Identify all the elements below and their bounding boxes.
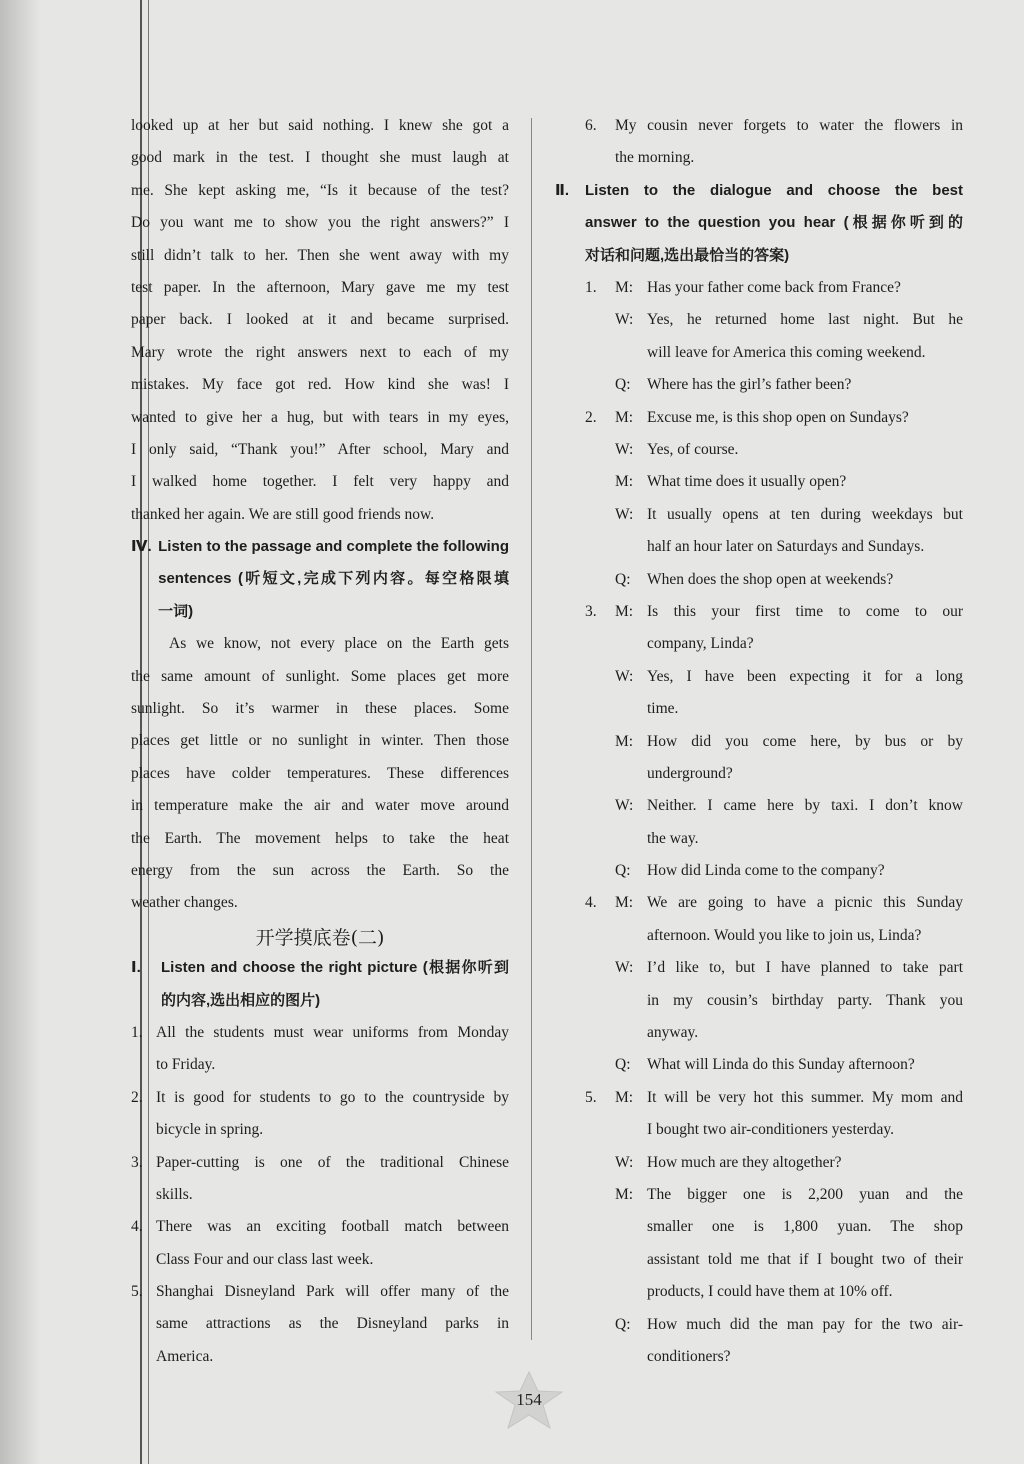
- text-line: sunlight. So it’s warmer in these places. Some: [131, 700, 509, 718]
- text-line: the Earth. The movement helps to take the heat: [131, 829, 509, 847]
- text-line: test paper. In the afternoon, Mary gave me my test: [131, 278, 509, 296]
- dialogue-text: [647, 272, 963, 304]
- item-text: [156, 1147, 509, 1212]
- text-line: How did you come here, by bus or by: [647, 732, 963, 750]
- text-line: Yes, he returned home last night. But he: [647, 311, 963, 329]
- page-gutter: [0, 0, 40, 1464]
- text-line: energy from the sun across the Earth. So the: [131, 861, 509, 879]
- dialogue-turn: [555, 402, 963, 434]
- dialogue-text: [647, 564, 963, 596]
- list-item: [131, 1147, 509, 1212]
- text-line: Listen to the dialogue and choose the best: [585, 181, 963, 199]
- dialogue-number: [585, 564, 615, 596]
- text-line: the morning.: [615, 149, 695, 167]
- dialogue-text: [647, 369, 963, 401]
- speaker-label: W:: [615, 505, 634, 523]
- text-line: I walked home together. I felt very happy and: [131, 473, 509, 491]
- text-line: I bought two air-conditioners yesterday.: [647, 1121, 895, 1139]
- text-line: It usually opens at ten during weekdays but: [647, 505, 963, 523]
- dialogue-number: 3.: [585, 602, 597, 620]
- dialogue-number: 2.: [585, 408, 597, 426]
- dialogue-turn: [555, 726, 963, 791]
- dialogue-turn: [555, 1147, 963, 1179]
- text-line: Yes, of course.: [647, 440, 739, 458]
- dialogue-turn: [555, 369, 963, 401]
- text-line: I’d like to, but I have planned to take part: [647, 959, 963, 977]
- speaker-label: M:: [615, 894, 634, 912]
- speaker-label: Q:: [615, 862, 631, 880]
- text-line: What time does it usually open?: [647, 473, 847, 491]
- list-item: [555, 110, 963, 175]
- text-line: Mary wrote the right answers next to each of my: [131, 343, 509, 361]
- text-line: My cousin never forgets to water the flowers in: [615, 117, 963, 134]
- text-line: smaller one is 1,800 yuan. The shop: [647, 1218, 963, 1236]
- dialogue-turn: [555, 272, 963, 304]
- text-line: in my cousin’s birthday party. Thank you: [647, 991, 963, 1009]
- speaker-label: W:: [615, 797, 634, 815]
- speaker-label: W:: [615, 1153, 634, 1171]
- dialogue-text: [647, 466, 963, 498]
- text-line: thanked her again. We are still good friends now.: [131, 505, 435, 523]
- dialogue-text: [647, 1309, 963, 1374]
- page-number-badge: [490, 1370, 568, 1430]
- speaker-label: Q:: [615, 570, 631, 588]
- text-line: in temperature make the air and water move around: [131, 797, 509, 815]
- dialogue-turn: [555, 466, 963, 498]
- dialogue-turn: [555, 661, 963, 726]
- list-item: [131, 1017, 509, 1082]
- text-line: anyway.: [647, 1024, 699, 1042]
- speaker-label: Q:: [615, 376, 631, 394]
- dialogue-number: [585, 1179, 615, 1309]
- text-line: underground?: [647, 764, 733, 782]
- text-line: wanted to give her a hug, but with tears in my eyes,: [131, 408, 509, 426]
- text-line: will leave for America this coming weekend.: [647, 343, 926, 361]
- text-line: company, Linda?: [647, 635, 754, 653]
- dialogue-turn: [555, 1049, 963, 1081]
- dialogue-number: [585, 304, 615, 369]
- dialogue-text: [647, 952, 963, 1049]
- dialogue-number: [585, 466, 615, 498]
- dialogue-turn: [555, 855, 963, 887]
- text-line: How much did the man pay for the two air-: [647, 1315, 963, 1333]
- list-item: [131, 1211, 509, 1276]
- dialogue-number: [585, 434, 615, 466]
- dialogue-turn: [555, 952, 963, 1049]
- item-text: [156, 1082, 509, 1147]
- text-line: How much are they altogether?: [647, 1153, 842, 1171]
- dialogue-text: [647, 1082, 963, 1147]
- speaker-label: Q:: [615, 1056, 631, 1074]
- section-ii-title: [585, 175, 963, 272]
- text-line: As we know, not every place on the Earth gets: [169, 635, 509, 653]
- text-line: to Friday.: [156, 1056, 216, 1074]
- text-line: weather changes.: [131, 894, 238, 912]
- text-line: products, I could have them at 10% off.: [647, 1283, 893, 1301]
- text-line: Is this your first time to come to our: [647, 602, 963, 620]
- dialogue-turn: [555, 499, 963, 564]
- text-line: I only said, “Thank you!” After school, Mary and: [131, 440, 509, 458]
- dialogue-number: [585, 1309, 615, 1374]
- text-line: The bigger one is 2,200 yuan and the: [647, 1186, 963, 1204]
- text-line: It will be very hot this summer. My mom and: [647, 1088, 963, 1106]
- speaker-label: M:: [615, 1186, 634, 1204]
- text-line: same attractions as the Disneyland parks in: [156, 1315, 509, 1333]
- text-line: mistakes. My face got red. How kind she was! I: [131, 376, 509, 394]
- text-line: Excuse me, is this shop open on Sundays?: [647, 408, 909, 426]
- text-line: Has your father come back from France?: [647, 278, 901, 296]
- left-column: [131, 110, 509, 1373]
- dialogue-turn: [555, 1179, 963, 1309]
- section-numeral: Ⅰ.: [131, 959, 141, 977]
- dialogue-text: [647, 887, 963, 952]
- text-line: It is good for students to go to the countryside by: [156, 1088, 509, 1106]
- dialogue-number: [585, 661, 615, 726]
- speaker-label: M:: [615, 278, 634, 296]
- dialogue-turn: [555, 564, 963, 596]
- dialogue-number: [585, 1049, 615, 1081]
- dialogue-turn: [555, 596, 963, 661]
- list-item: [131, 1082, 509, 1147]
- text-line: Where has the girl’s father been?: [647, 376, 852, 394]
- text-line: assistant told me that if I bought two of their: [647, 1250, 963, 1268]
- dialogue-text: [647, 499, 963, 564]
- text-line: Class Four and our class last week.: [156, 1250, 374, 1268]
- dialogue-text: [647, 661, 963, 726]
- dialogue-text: [647, 726, 963, 791]
- section-i-heading: [131, 952, 509, 1017]
- dialogue-turn: [555, 434, 963, 466]
- text-line: 的内容,选出相应的图片): [161, 991, 321, 1009]
- text-line: skills.: [156, 1185, 193, 1203]
- text-line: Listen to the passage and complete the following: [158, 538, 509, 556]
- item-number: 5.: [131, 1283, 143, 1301]
- text-line: places get little or no sunlight in winter. Then those: [131, 732, 509, 750]
- dialogue-text: [647, 855, 963, 887]
- text-line: There was an exciting football match between: [156, 1218, 509, 1236]
- item-number: 6.: [585, 117, 597, 134]
- text-line: time.: [647, 700, 679, 718]
- dialogue-text: [647, 1179, 963, 1309]
- speaker-label: M:: [615, 473, 634, 491]
- item-number: 4.: [131, 1218, 143, 1236]
- section-iv-heading: [131, 531, 509, 628]
- text-line: When does the shop open at weekends?: [647, 570, 894, 588]
- section-i-title: [161, 952, 509, 1017]
- text-line: What will Linda do this Sunday afternoon?: [647, 1056, 915, 1074]
- text-line: America.: [156, 1347, 214, 1365]
- text-line: still didn’t talk to her. Then she went away with my: [131, 246, 509, 264]
- dialogue-text: [647, 596, 963, 661]
- item-number: 1.: [131, 1023, 143, 1041]
- text-line: the way.: [647, 829, 699, 847]
- dialogue-text: [647, 790, 963, 855]
- text-line: All the students must wear uniforms from Monday: [156, 1023, 509, 1041]
- text-line: conditioners?: [647, 1347, 731, 1365]
- text-line: places have colder temperatures. These differences: [131, 764, 509, 782]
- dialogue-turn: [555, 887, 963, 952]
- text-line: Paper-cutting is one of the traditional Chinese: [156, 1153, 509, 1171]
- text-line: Listen and choose the right picture (根据你听到: [161, 959, 509, 977]
- page-number: 154: [516, 1390, 542, 1409]
- text-line: Shanghai Disneyland Park will offer many of the: [156, 1283, 509, 1301]
- speaker-label: W:: [615, 440, 634, 458]
- dialogue-number: [585, 726, 615, 791]
- list-item: [131, 1276, 509, 1373]
- text-line: looked up at her but said nothing. I knew she got a: [131, 117, 509, 134]
- dialogue-text: [647, 402, 963, 434]
- section-numeral: Ⅳ.: [131, 538, 152, 556]
- section-ii-heading: [555, 175, 963, 272]
- text-line: the same amount of sunlight. Some places get more: [131, 667, 509, 685]
- item-text: [156, 1017, 509, 1082]
- dialogue-number: [585, 1147, 615, 1179]
- text-line: good mark in the test. I thought she must laugh at: [131, 149, 509, 167]
- right-column: [555, 110, 963, 1373]
- section-iv-title: [158, 531, 509, 628]
- item-number: 3.: [131, 1153, 143, 1171]
- text-line: Do you want me to show you the right answers?” I: [131, 214, 509, 232]
- text-line: 对话和问题,选出最恰当的答案): [585, 246, 790, 264]
- dialogue-turn: [555, 1309, 963, 1374]
- dialogue-number: [585, 855, 615, 887]
- dialogue-number: [585, 499, 615, 564]
- speaker-label: M:: [615, 602, 634, 620]
- speaker-label: M:: [615, 732, 634, 750]
- speaker-label: W:: [615, 959, 634, 977]
- speaker-label: M:: [615, 408, 634, 426]
- dialogue-number: 1.: [585, 278, 597, 296]
- item-number: 2.: [131, 1088, 143, 1106]
- dialogue-text: [647, 1049, 963, 1081]
- text-line: answer to the question you hear (根据你听到的: [585, 214, 963, 232]
- text-line: We are going to have a picnic this Sunday: [647, 894, 963, 912]
- text-line: 一词): [158, 602, 194, 620]
- dialogue-turn: [555, 304, 963, 369]
- dialogue-text: [647, 304, 963, 369]
- text-line: Yes, I have been expecting it for a long: [647, 667, 963, 685]
- dialogue-text: [647, 1147, 963, 1179]
- speaker-label: W:: [615, 311, 634, 329]
- dialogue-number: [585, 369, 615, 401]
- speaker-label: W:: [615, 667, 634, 685]
- column-divider: [531, 118, 532, 1340]
- dialogue-turn: [555, 1082, 963, 1147]
- dialogue-number: 5.: [585, 1088, 597, 1106]
- item-text: [156, 1276, 509, 1373]
- item-text: [615, 110, 963, 175]
- dialogue-number: [585, 952, 615, 1049]
- dialogue-turn: [555, 790, 963, 855]
- speaker-label: M:: [615, 1088, 634, 1106]
- exam-title: 开学摸底卷(二): [255, 926, 385, 949]
- dialogue-number: 4.: [585, 894, 597, 912]
- text-line: bicycle in spring.: [156, 1121, 264, 1139]
- text-line: paper back. I looked at it and became surprised.: [131, 311, 509, 329]
- section-iv-passage: [131, 628, 509, 920]
- text-line: me. She kept asking me, “Is it because of the test?: [131, 181, 509, 199]
- text-line: How did Linda come to the company?: [647, 862, 885, 880]
- section-numeral: Ⅱ.: [555, 181, 570, 199]
- text-line: afternoon. Would you like to join us, Linda?: [647, 926, 922, 944]
- item-text: [156, 1211, 509, 1276]
- dialogue-text: [647, 434, 963, 466]
- speaker-label: Q:: [615, 1315, 631, 1333]
- text-line: half an hour later on Saturdays and Sundays.: [647, 538, 925, 556]
- dialogue-number: [585, 790, 615, 855]
- text-line: sentences (听短文,完成下列内容。每空格限填: [158, 570, 509, 588]
- text-line: Neither. I came here by taxi. I don’t know: [647, 797, 963, 815]
